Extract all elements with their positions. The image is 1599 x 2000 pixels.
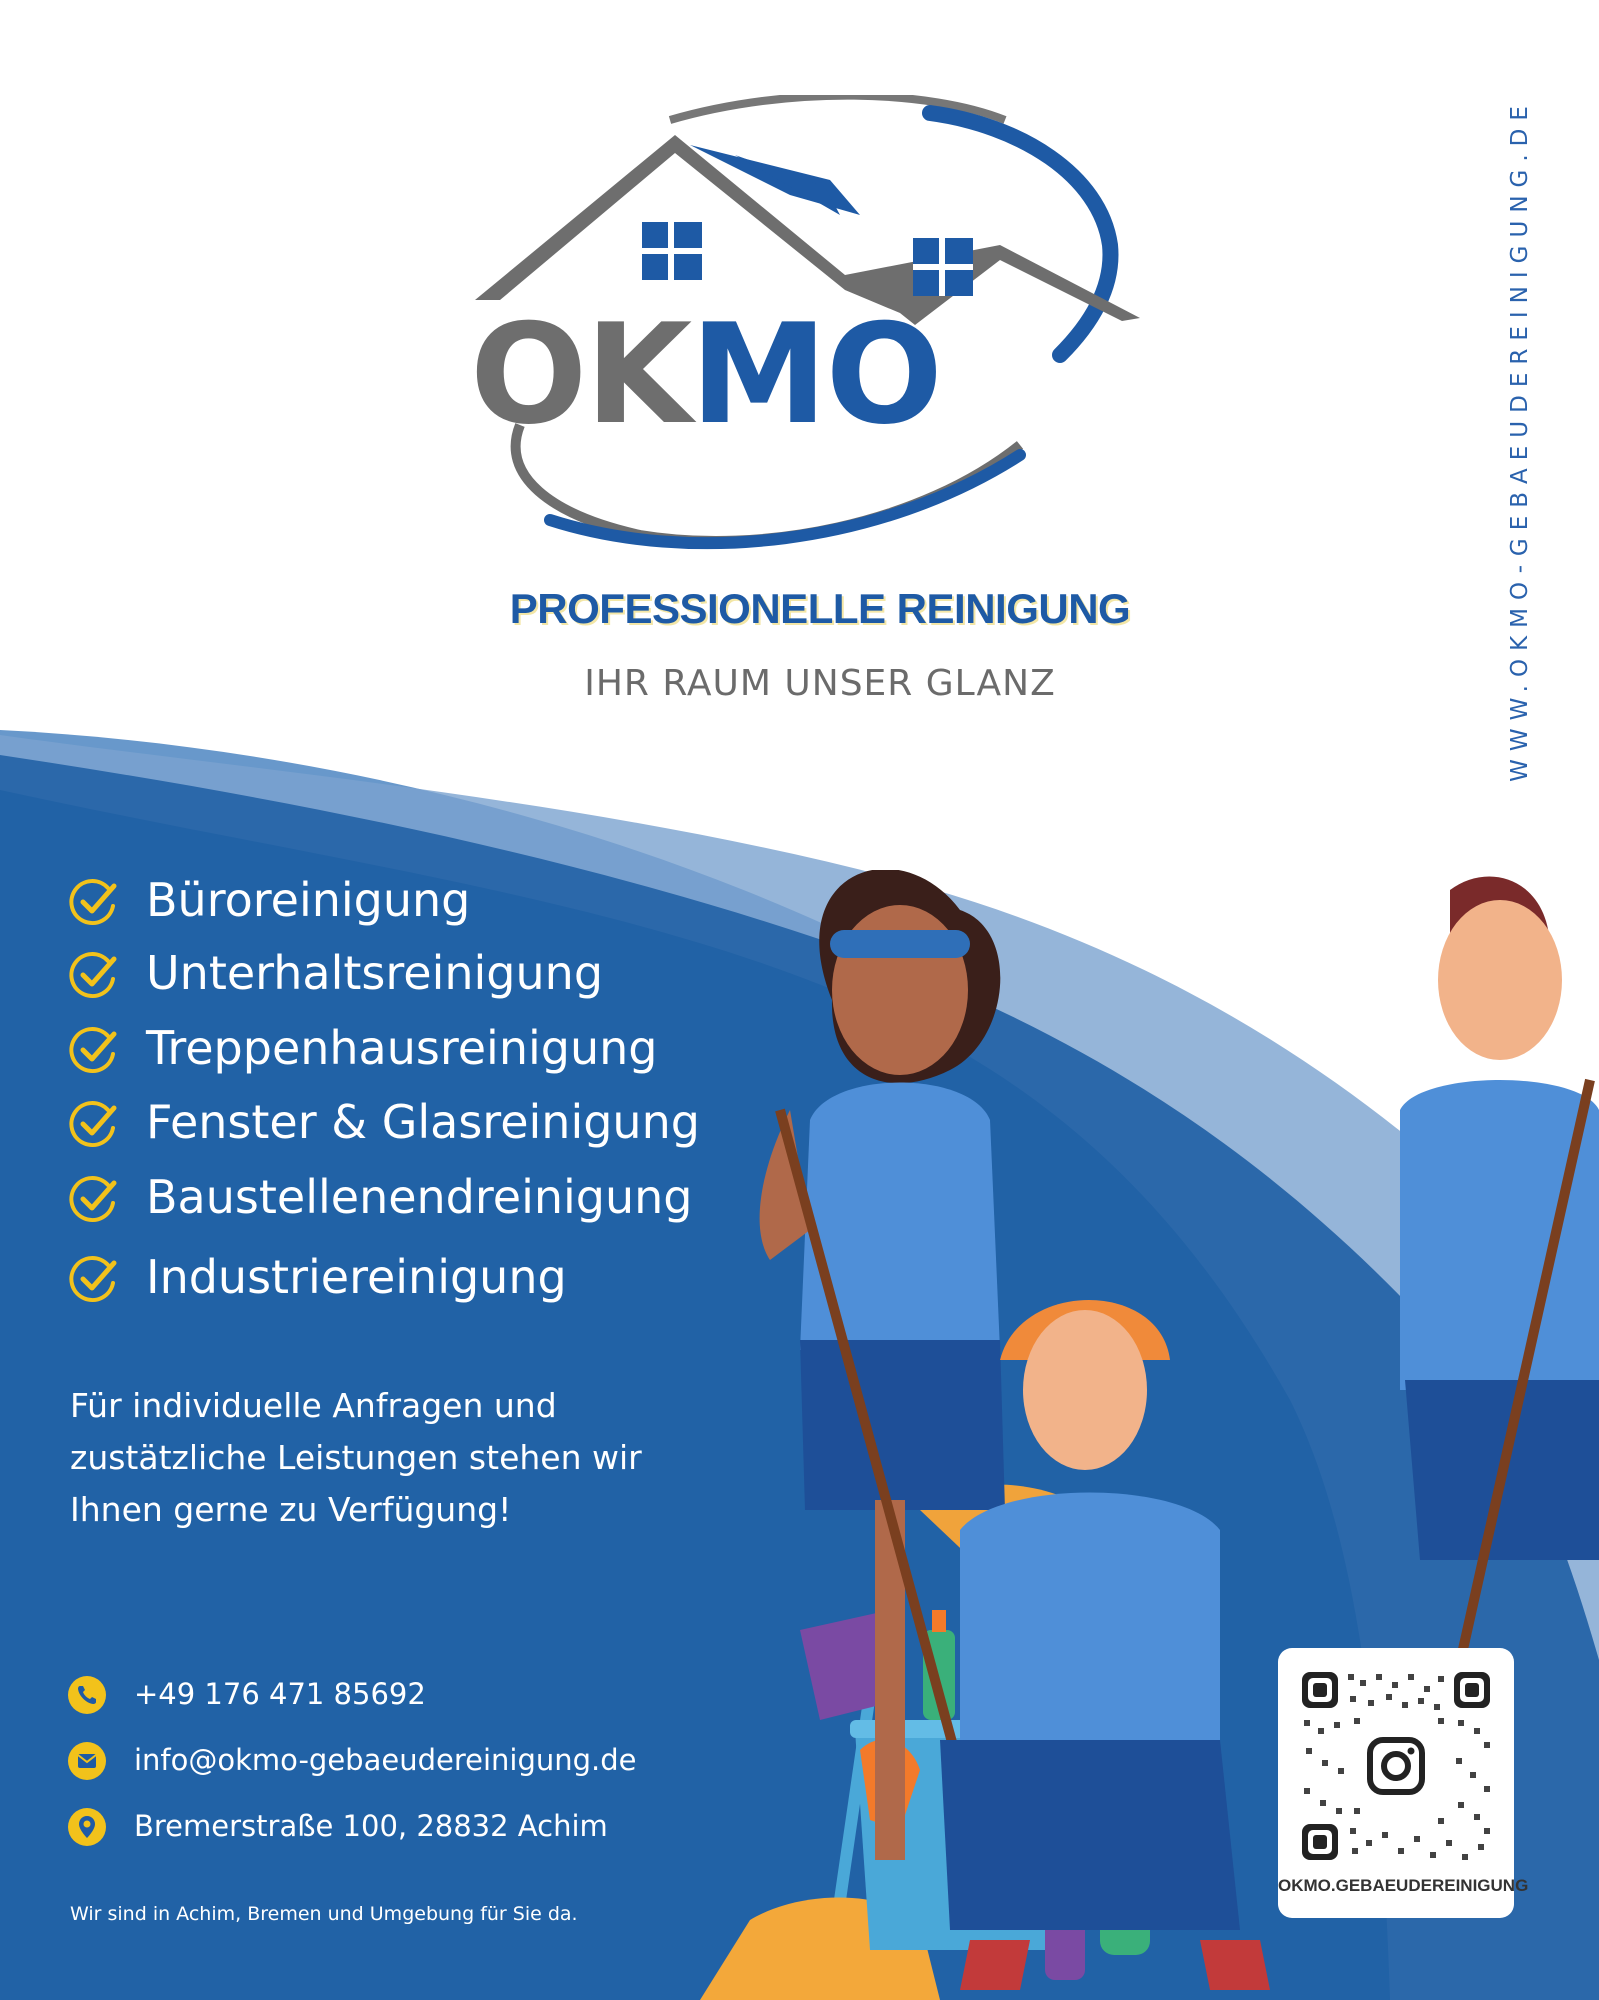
- service-label: Büroreinigung: [146, 873, 471, 927]
- location-pin-icon: [68, 1808, 106, 1846]
- website-vertical-text[interactable]: WWW.OKMO-GEBAEUDEREINIGUNG.DE: [1507, 98, 1533, 782]
- instagram-handle[interactable]: OKMO.GEBAEUDEREINIGUNG: [1278, 1876, 1529, 1895]
- service-label: Unterhaltsreinigung: [146, 946, 604, 1000]
- slogan: IHR RAUM UNSER GLANZ: [584, 663, 1056, 704]
- qr-code[interactable]: [1298, 1668, 1494, 1864]
- service-area-note: Wir sind in Achim, Bremen und Umgebung für Sie da.: [70, 1903, 578, 1925]
- info-text: Für individuelle Anfragen und zustätzliche Leistungen stehen wir Ihnen gerne zu Verfügung!: [70, 1386, 642, 1529]
- phone-icon: [68, 1676, 106, 1714]
- email-address[interactable]: info@okmo-gebaeudereinigung.de: [134, 1743, 637, 1777]
- check-circle-icon: [68, 1173, 120, 1225]
- check-circle-icon: [68, 1098, 120, 1150]
- check-circle-icon: [68, 1024, 120, 1076]
- service-label: Baustellenendreinigung: [146, 1170, 693, 1224]
- check-circle-icon: [68, 876, 120, 928]
- instagram-icon: [1366, 1736, 1426, 1796]
- service-label: Treppenhausreinigung: [146, 1021, 658, 1075]
- service-label: Fenster & Glasreinigung: [146, 1095, 700, 1149]
- okmo-wordmark: [470, 294, 1150, 455]
- tagline: PROFESSIONELLE REINIGUNG: [509, 585, 1131, 632]
- phone-number[interactable]: +49 176 471 85692: [134, 1677, 426, 1711]
- mail-icon: [68, 1742, 106, 1780]
- check-circle-icon: [68, 949, 120, 1001]
- website-vertical[interactable]: [1495, 70, 1545, 810]
- service-label: Industriereinigung: [146, 1250, 567, 1304]
- address[interactable]: Bremerstraße 100, 28832 Achim: [134, 1809, 608, 1843]
- instagram-qr-card[interactable]: [1278, 1648, 1529, 1918]
- check-circle-icon: [68, 1253, 120, 1305]
- logo-text-mo: MO: [690, 294, 941, 455]
- logo-text-ok: OK: [470, 294, 691, 455]
